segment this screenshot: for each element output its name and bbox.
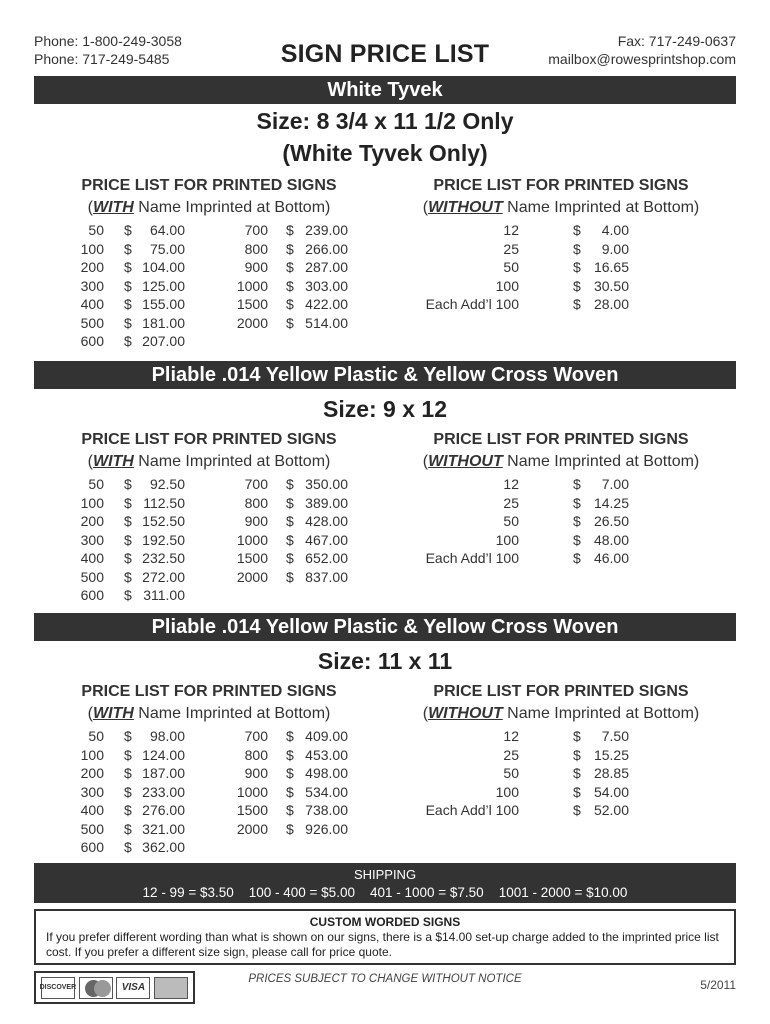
table-row — [34, 240, 194, 259]
quantity: 600 — [80, 839, 104, 855]
visa-card-icon: VISA — [116, 977, 150, 999]
quantity: 200 — [80, 765, 104, 781]
price: 409.00 — [305, 728, 348, 744]
quantity: Each Add’l 100 — [425, 296, 519, 312]
currency-symbol: $ — [286, 802, 294, 818]
with-table-left — [34, 727, 194, 857]
quantity: 700 — [244, 222, 268, 238]
with-keyword: WITH — [92, 453, 134, 470]
size-heading: Size: 9 x 12 — [322, 396, 448, 422]
price-change-notice: PRICES SUBJECT TO CHANGE WITHOUT NOTICE — [248, 973, 522, 985]
table-row — [34, 746, 194, 765]
heading-subtitle — [34, 451, 384, 473]
heading-title: PRICE LIST FOR PRINTED SIGNS — [81, 177, 337, 194]
price: 14.25 — [593, 494, 629, 511]
price: 155.00 — [142, 296, 185, 312]
paren-open: ( — [87, 199, 93, 216]
without-table — [386, 475, 646, 568]
table-row — [386, 531, 646, 550]
table-row — [194, 295, 354, 314]
price: 187.00 — [142, 765, 185, 781]
custom-signs-box — [34, 909, 736, 965]
phone-tollfree: Phone: 1-800-249-3058 — [34, 33, 182, 49]
quantity: 800 — [244, 240, 268, 257]
paren-open: ( — [422, 705, 429, 722]
price: 207.00 — [142, 333, 185, 349]
currency-symbol: $ — [124, 222, 132, 238]
without-keyword: WITHOUT — [428, 199, 503, 216]
quantity: 400 — [80, 802, 104, 818]
quantity: 500 — [80, 314, 104, 331]
table-row — [194, 727, 354, 746]
price: 98.00 — [149, 728, 185, 744]
table-row — [386, 221, 646, 240]
without-keyword: WITHOUT — [428, 705, 503, 722]
custom-title: CUSTOM WORDED SIGNS — [309, 915, 461, 929]
price: 233.00 — [142, 783, 185, 800]
price: 15.25 — [593, 746, 629, 763]
price: 239.00 — [305, 222, 348, 238]
table-row — [386, 240, 646, 259]
currency-symbol: $ — [124, 587, 132, 603]
currency-symbol: $ — [124, 494, 132, 511]
with-keyword: WITH — [92, 705, 134, 722]
quantity: 100 — [80, 240, 104, 257]
currency-symbol: $ — [124, 802, 132, 818]
price: 54.00 — [593, 783, 629, 800]
price: 112.50 — [143, 494, 185, 511]
price: 30.50 — [593, 277, 629, 294]
quantity: 12 — [503, 728, 519, 744]
currency-symbol: $ — [573, 296, 581, 312]
price: 837.00 — [305, 568, 348, 585]
currency-symbol: $ — [124, 240, 132, 257]
size-heading: Size: 8 3/4 x 11 1/2 Only — [256, 108, 514, 134]
price: 64.00 — [149, 222, 185, 238]
revision-date: 5/2011 — [700, 978, 736, 992]
table-row — [194, 783, 354, 802]
price: 4.00 — [601, 222, 629, 238]
heading-title: PRICE LIST FOR PRINTED SIGNS — [81, 683, 337, 700]
table-row — [34, 764, 194, 783]
heading-rest: Name Imprinted at Bottom) — [133, 705, 331, 722]
quantity: 25 — [503, 494, 519, 511]
currency-symbol: $ — [286, 494, 294, 511]
currency-symbol: $ — [124, 568, 132, 585]
price-list-heading — [34, 429, 384, 473]
currency-symbol: $ — [573, 531, 581, 548]
quantity: 600 — [80, 587, 104, 603]
currency-symbol: $ — [573, 476, 581, 492]
currency-symbol: $ — [124, 746, 132, 763]
quantity: 300 — [80, 531, 104, 548]
heading-rest: Name Imprinted at Bottom) — [502, 199, 700, 216]
price: 75.00 — [149, 240, 185, 257]
currency-symbol: $ — [286, 476, 294, 492]
price: 192.50 — [142, 531, 185, 548]
fax-number: Fax: 717-249-0637 — [617, 33, 736, 49]
quantity: 100 — [80, 746, 104, 763]
with-table-right — [194, 475, 354, 586]
price: 28.00 — [593, 296, 629, 312]
currency-symbol: $ — [124, 314, 132, 331]
currency-symbol: $ — [124, 550, 132, 566]
currency-symbol: $ — [124, 765, 132, 781]
table-row — [194, 494, 354, 513]
paren-open: ( — [87, 705, 93, 722]
table-row — [386, 783, 646, 802]
table-row — [194, 746, 354, 765]
heading-subtitle — [386, 197, 736, 219]
contact-block — [548, 32, 736, 68]
table-row — [34, 801, 194, 820]
table-row — [386, 258, 646, 277]
quantity: 50 — [88, 222, 104, 238]
quantity: 300 — [80, 277, 104, 294]
price: 303.00 — [305, 277, 348, 294]
quantity: 700 — [244, 728, 268, 744]
with-table-right — [194, 221, 354, 332]
heading-title: PRICE LIST FOR PRINTED SIGNS — [433, 683, 689, 700]
email-address: mailbox@rowesprintshop.com — [548, 51, 736, 67]
table-row — [194, 531, 354, 550]
price: 152.50 — [142, 513, 185, 529]
quantity: 1500 — [236, 296, 268, 312]
table-row — [386, 475, 646, 494]
price: 9.00 — [601, 240, 629, 257]
table-row — [34, 277, 194, 296]
currency-symbol: $ — [573, 550, 581, 566]
price: 7.50 — [601, 728, 629, 744]
heading-rest: Name Imprinted at Bottom) — [133, 199, 331, 216]
table-row — [194, 314, 354, 333]
table-row — [386, 494, 646, 513]
price: 738.00 — [305, 802, 348, 818]
currency-symbol: $ — [573, 222, 581, 238]
without-table — [386, 221, 646, 314]
price: 311.00 — [143, 587, 185, 603]
currency-symbol: $ — [124, 783, 132, 800]
table-row — [386, 746, 646, 765]
quantity: 200 — [80, 259, 104, 275]
currency-symbol: $ — [124, 277, 132, 294]
table-row — [194, 549, 354, 568]
price-list-heading — [386, 681, 736, 725]
with-table-right — [194, 727, 354, 838]
table-row — [386, 549, 646, 568]
price: 125.00 — [142, 277, 185, 294]
price: 467.00 — [305, 531, 348, 548]
table-row — [386, 512, 646, 531]
table-row — [194, 820, 354, 839]
heading-subtitle — [386, 703, 736, 725]
shipping-title: SHIPPING — [353, 867, 417, 882]
table-row — [34, 568, 194, 587]
currency-symbol: $ — [124, 333, 132, 349]
quantity: 50 — [88, 728, 104, 744]
quantity: 100 — [495, 783, 519, 800]
quantity: 1500 — [236, 802, 268, 818]
table-row — [34, 838, 194, 857]
currency-symbol: $ — [573, 783, 581, 800]
quantity: 400 — [80, 550, 104, 566]
price: 321.00 — [142, 820, 185, 837]
currency-symbol: $ — [286, 314, 294, 331]
quantity: 50 — [503, 259, 519, 275]
currency-symbol: $ — [286, 259, 294, 275]
table-row — [386, 801, 646, 820]
currency-symbol: $ — [573, 746, 581, 763]
currency-symbol: $ — [124, 820, 132, 837]
currency-symbol: $ — [286, 746, 294, 763]
price: 272.00 — [142, 568, 185, 585]
currency-symbol: $ — [286, 783, 294, 800]
heading-subtitle — [34, 197, 384, 219]
currency-symbol: $ — [286, 277, 294, 294]
table-row — [34, 258, 194, 277]
price: 534.00 — [305, 783, 348, 800]
price: 181.00 — [142, 314, 185, 331]
material-band: White Tyvek — [34, 76, 736, 104]
currency-symbol: $ — [124, 728, 132, 744]
price: 453.00 — [305, 746, 348, 763]
price: 48.00 — [593, 531, 629, 548]
heading-rest: Name Imprinted at Bottom) — [133, 453, 331, 470]
table-row — [194, 512, 354, 531]
table-row — [34, 295, 194, 314]
currency-symbol: $ — [573, 765, 581, 781]
heading-title: PRICE LIST FOR PRINTED SIGNS — [433, 177, 689, 194]
size-subheading: (White Tyvek Only) — [282, 140, 488, 166]
price-list-heading — [34, 681, 384, 725]
currency-symbol: $ — [124, 476, 132, 492]
currency-symbol: $ — [124, 296, 132, 312]
price: 276.00 — [142, 802, 185, 818]
price: 498.00 — [305, 765, 348, 781]
table-row — [386, 277, 646, 296]
heading-title: PRICE LIST FOR PRINTED SIGNS — [81, 431, 337, 448]
currency-symbol: $ — [573, 802, 581, 818]
price: 46.00 — [593, 550, 629, 566]
shipping-box — [34, 863, 736, 903]
quantity: 200 — [80, 513, 104, 529]
paren-open: ( — [422, 199, 429, 216]
phone-local: Phone: 717-249-5485 — [34, 51, 170, 67]
currency-symbol: $ — [286, 765, 294, 781]
price: 28.85 — [593, 765, 629, 781]
currency-symbol: $ — [286, 531, 294, 548]
page-title: SIGN PRICE LIST — [280, 40, 490, 68]
price: 232.50 — [142, 550, 185, 566]
price-list-heading — [34, 175, 384, 219]
currency-symbol: $ — [573, 259, 581, 275]
material-band: Pliable .014 Yellow Plastic & Yellow Cross Woven — [34, 361, 736, 389]
currency-symbol: $ — [286, 240, 294, 257]
table-row — [34, 586, 194, 605]
table-row — [194, 258, 354, 277]
quantity: 50 — [503, 765, 519, 781]
quantity: 12 — [503, 476, 519, 492]
price-list-heading — [386, 429, 736, 473]
currency-symbol: $ — [573, 240, 581, 257]
quantity: 800 — [244, 746, 268, 763]
price: 652.00 — [305, 550, 348, 566]
quantity: 500 — [80, 820, 104, 837]
table-row — [34, 512, 194, 531]
quantity: 1000 — [236, 277, 268, 294]
table-row — [194, 221, 354, 240]
currency-symbol: $ — [286, 728, 294, 744]
heading-rest: Name Imprinted at Bottom) — [502, 705, 700, 722]
quantity: 400 — [80, 296, 104, 312]
price: 104.00 — [142, 259, 185, 275]
quantity: 50 — [503, 513, 519, 529]
table-row — [34, 727, 194, 746]
paren-open: ( — [422, 453, 429, 470]
quantity: 900 — [244, 513, 268, 529]
table-row — [194, 240, 354, 259]
quantity: 1000 — [236, 531, 268, 548]
currency-symbol: $ — [124, 839, 132, 855]
quantity: 100 — [80, 494, 104, 511]
price: 926.00 — [305, 820, 348, 837]
quantity: 1500 — [236, 550, 268, 566]
currency-symbol: $ — [286, 550, 294, 566]
price: 389.00 — [305, 494, 348, 511]
price: 287.00 — [305, 259, 348, 275]
price: 92.50 — [149, 476, 185, 492]
paren-open: ( — [87, 453, 93, 470]
table-row — [34, 332, 194, 351]
without-table — [386, 727, 646, 820]
currency-symbol: $ — [573, 277, 581, 294]
shipping-rates: 12 - 99 = $3.50 100 - 400 = $5.00 401 - 1000 = $7.50 1001 - 2000 = $10.00 — [142, 885, 628, 900]
discover-card-icon: DISCOVER — [41, 977, 75, 999]
without-keyword: WITHOUT — [428, 453, 503, 470]
table-row — [34, 221, 194, 240]
table-row — [194, 475, 354, 494]
table-row — [34, 820, 194, 839]
currency-symbol: $ — [124, 513, 132, 529]
quantity: 500 — [80, 568, 104, 585]
quantity: 600 — [80, 333, 104, 349]
price: 350.00 — [305, 476, 348, 492]
quantity: 12 — [503, 222, 519, 238]
quantity: 100 — [495, 277, 519, 294]
table-row — [386, 727, 646, 746]
price: 124.00 — [142, 746, 185, 763]
custom-body: If you prefer different wording than what is shown on our signs, there is a $14.00 set-up charge added to the imprinted price list cost. If you prefer a different size sign, please call for price quote. — [46, 930, 719, 959]
currency-symbol: $ — [286, 568, 294, 585]
currency-symbol: $ — [573, 728, 581, 744]
quantity: 2000 — [236, 314, 268, 331]
price: 52.00 — [593, 802, 629, 818]
table-row — [34, 314, 194, 333]
price: 7.00 — [601, 476, 629, 492]
quantity: 2000 — [236, 820, 268, 837]
quantity: Each Add’l 100 — [425, 802, 519, 818]
price: 428.00 — [305, 513, 348, 529]
material-band: Pliable .014 Yellow Plastic & Yellow Cross Woven — [34, 613, 736, 641]
price: 266.00 — [305, 240, 348, 257]
quantity: 300 — [80, 783, 104, 800]
quantity: 25 — [503, 240, 519, 257]
currency-symbol: $ — [286, 222, 294, 238]
with-table-left — [34, 475, 194, 605]
quantity: Each Add’l 100 — [425, 550, 519, 566]
quantity: 800 — [244, 494, 268, 511]
heading-subtitle — [386, 451, 736, 473]
price-list-heading — [386, 175, 736, 219]
price: 422.00 — [305, 296, 348, 312]
table-row — [194, 277, 354, 296]
quantity: 1000 — [236, 783, 268, 800]
quantity: 100 — [495, 531, 519, 548]
quantity: 25 — [503, 746, 519, 763]
table-row — [386, 295, 646, 314]
quantity: 900 — [244, 259, 268, 275]
table-row — [34, 494, 194, 513]
heading-rest: Name Imprinted at Bottom) — [502, 453, 700, 470]
currency-symbol: $ — [124, 531, 132, 548]
with-keyword: WITH — [92, 199, 134, 216]
page-header — [34, 32, 736, 72]
size-heading: Size: 11 x 11 — [317, 648, 453, 674]
heading-subtitle — [34, 703, 384, 725]
quantity: 900 — [244, 765, 268, 781]
table-row — [194, 801, 354, 820]
table-row — [34, 475, 194, 494]
with-table-left — [34, 221, 194, 351]
currency-symbol: $ — [286, 820, 294, 837]
quantity: 50 — [88, 476, 104, 492]
quantity: 2000 — [236, 568, 268, 585]
currency-symbol: $ — [573, 513, 581, 529]
currency-symbol: $ — [286, 513, 294, 529]
price: 26.50 — [593, 513, 629, 529]
table-row — [194, 764, 354, 783]
currency-symbol: $ — [124, 259, 132, 275]
heading-title: PRICE LIST FOR PRINTED SIGNS — [433, 431, 689, 448]
table-row — [34, 531, 194, 550]
table-row — [386, 764, 646, 783]
currency-symbol: $ — [286, 296, 294, 312]
table-row — [34, 783, 194, 802]
price: 362.00 — [142, 839, 185, 855]
price: 514.00 — [305, 314, 348, 331]
currency-symbol: $ — [573, 494, 581, 511]
price: 16.65 — [593, 259, 629, 275]
table-row — [194, 568, 354, 587]
quantity: 700 — [244, 476, 268, 492]
table-row — [34, 549, 194, 568]
